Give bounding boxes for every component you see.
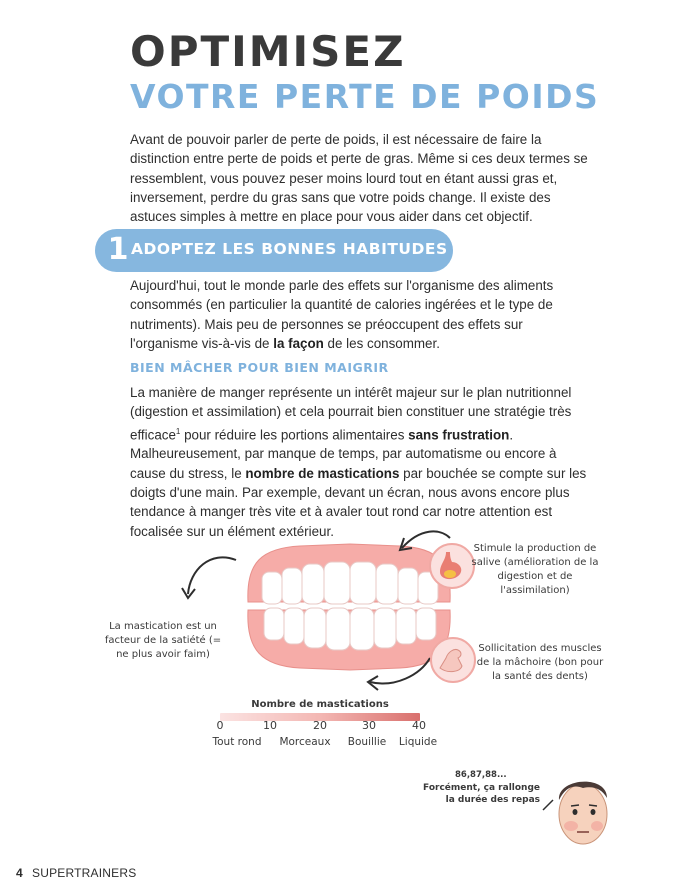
scale-tick: 10	[263, 719, 277, 732]
scale-tick: 20	[313, 719, 327, 732]
man-face-icon	[535, 770, 620, 850]
note-satiety: La mastication est un facteur de la satiété (= ne plus avoir faim)	[104, 621, 222, 660]
teeth-illustration	[248, 544, 450, 670]
brand-name: SUPERTRAINERS	[32, 866, 137, 880]
scale-category: Tout rond	[212, 736, 262, 748]
scale-tick: 0	[216, 719, 224, 732]
scale-title: Nombre de mastications	[251, 699, 389, 710]
subheading: BIEN MÂCHER POUR BIEN MAIGRIR	[130, 360, 389, 375]
section-number: 1	[107, 232, 129, 267]
intro-paragraph: Avant de pouvoir parler de perte de poids, il est nécessaire de faire la distinction entre perte de poids et perte de gras. Même si ces deux termes se ressemblent, vous pouvez peser moins lourd tout en étant aussi gras et, inversement, perdre du gras sans que votre poids change. Il existe des astuces simples à mettre en place pour vous aider dans cet objectif.	[130, 132, 588, 225]
page-title: OPTIMISEZ	[130, 27, 406, 76]
stomach-icon	[430, 544, 474, 588]
note-saliva: Stimule la production de salive (amélioration de la digestion et de l'assimilation)	[471, 543, 599, 596]
scale-category: Liquide	[398, 736, 438, 748]
section-title: ADOPTEZ LES BONNES HABITUDES	[131, 240, 448, 258]
scale-tick: 30	[362, 719, 376, 732]
arrow-left	[188, 557, 236, 594]
bubble-count: 86,87,88...	[455, 770, 507, 780]
section-paragraph-2: La manière de manger représente un intérêt majeur sur le plan nutritionnel (digestion et assimilation) et cela pourrait bien constituer une stratégie très efficace$^1$ pour réduire les portions alimentaires sans frustration. Malheureusement, par manque de temps, par automatisme ou encore à cause du stress, le nombre de mastications par bouchée se compte sur les doigts d'une main. Par exemple, devant un écran, nous avons encore plus tendance à manger très vite et à avaler tout rond car notre attention est focalisée sur un élément extérieur.	[130, 385, 587, 539]
note-muscles: Sollicitation des muscles de la mâchoire (bon pour la santé des dents)	[476, 643, 604, 682]
bubble-text: Forcément, ça rallonge la durée des repas	[423, 783, 540, 805]
arm-muscle-icon	[431, 638, 475, 682]
section-paragraph-1: Aujourd'hui, tout le monde parle des effets sur l'organisme des aliments consommés (en particulier la quantité de calories ingérées et le type de nutriments). Mais peu de personnes se préoccupent des effets sur l'organisme vis-à-vis de la façon de les consommer.	[130, 278, 554, 351]
page-number: 4	[16, 866, 23, 880]
scale-category: Bouillie	[347, 736, 387, 748]
page-subtitle: VOTRE PERTE DE POIDS	[130, 77, 600, 116]
scale-category: Morceaux	[279, 736, 331, 748]
scale-tick: 40	[412, 719, 426, 732]
